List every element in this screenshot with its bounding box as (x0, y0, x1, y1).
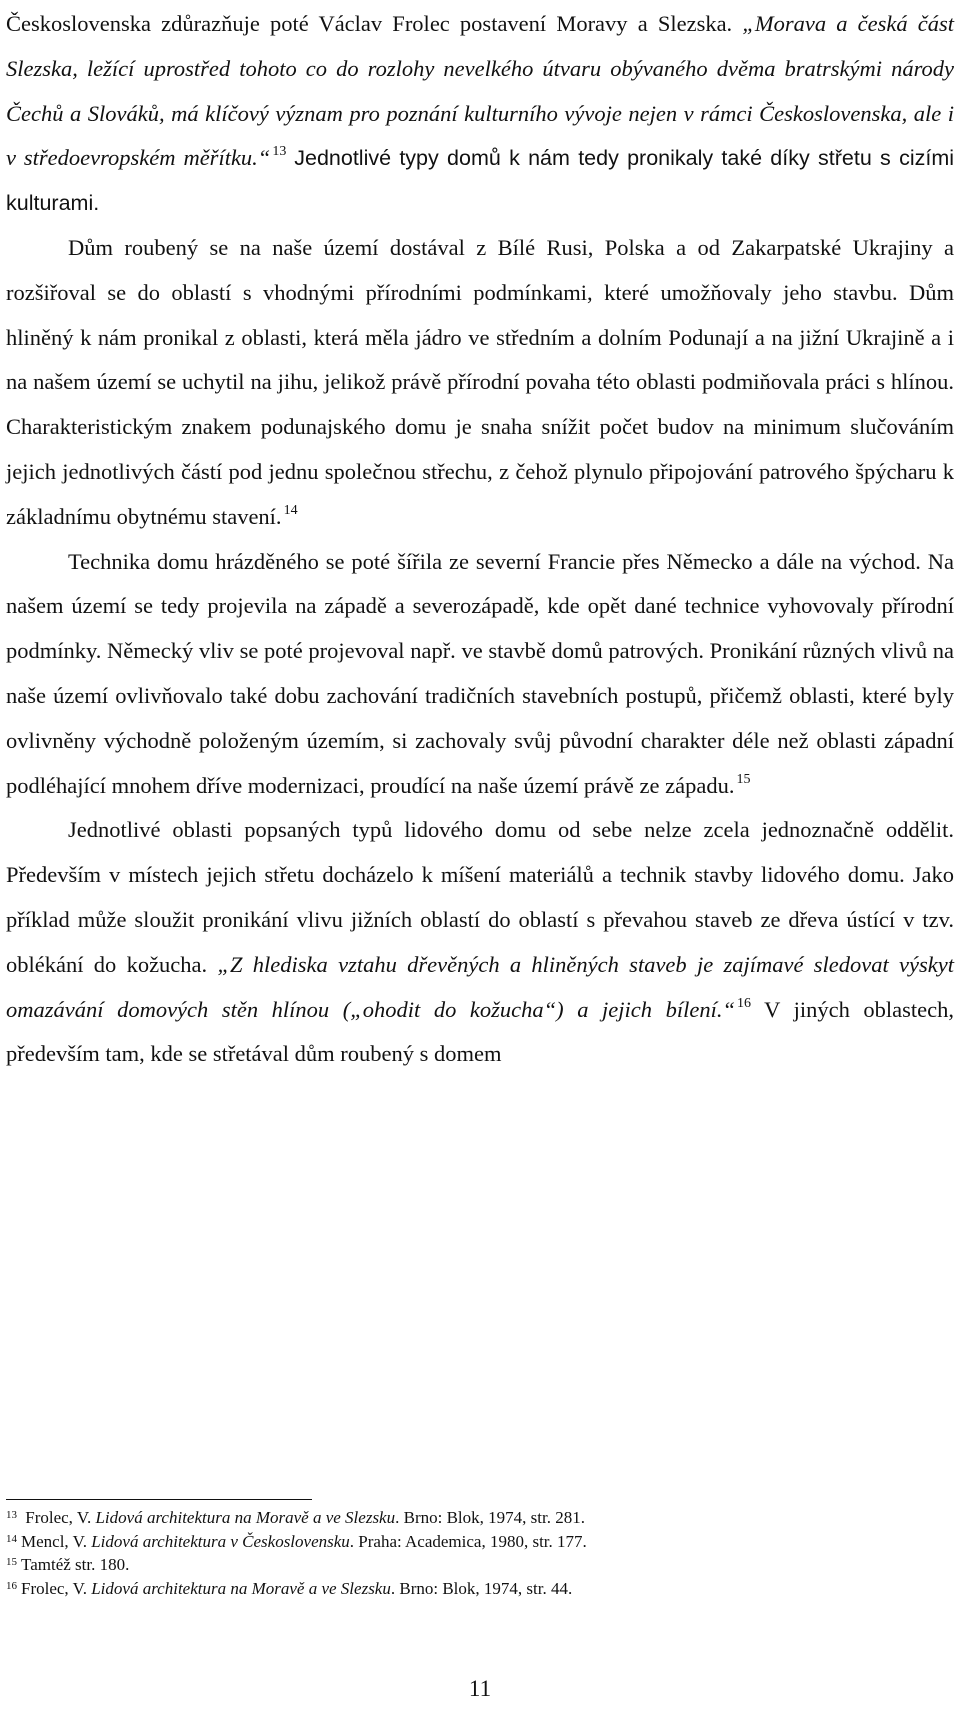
footnote-author: Frolec, V. (21, 1578, 87, 1598)
paragraph-3 (6, 540, 954, 809)
footnote-publication: . Brno: Blok, 1974, str. 281. (395, 1508, 585, 1527)
paragraph-1-continuation: Jednotlivé typy domů k nám tedy pronikaly také díky střetu s cizími kulturami. (6, 146, 955, 216)
footnote-author: Mencl, V. (21, 1531, 87, 1551)
paragraph-1 (6, 2, 954, 226)
footnote-author: Frolec, V. (25, 1508, 92, 1527)
paragraph-2 (6, 226, 954, 540)
footnote-14 (6, 1530, 954, 1554)
footnote-ref-14: 14 (283, 502, 298, 518)
paragraph-3-text: Technika domu hrázděného se poté šířila ze severní Francie přes Německo a dále na východ. Na našem území se tedy projevila na západě a severozápadě, kde opět dané technice vyhovovaly přírodní podmínky. Německý vliv se poté projevoval např. ve stavbě domů patrových. Pronikání různých vlivů na naše území ovlivňovalo také dobu zachování tradičních stavebních postupů, přičemž oblasti, které byly ovlivněny východně položeným územím, si zachovaly svůj původní charakter déle než oblasti západní podléhající mnohem dříve modernizaci, proudící na naše území právě ze západu. (6, 548, 954, 798)
footnote-15 (6, 1553, 954, 1577)
footnote-publication: . Praha: Academica, 1980, str. 177. (349, 1531, 587, 1551)
paragraph-1-text: Československa zdůrazňuje poté Václav Frolec postavení Moravy a Slezska. (6, 11, 733, 36)
footnote-title: Lidová architektura v Československu (91, 1531, 350, 1551)
footnote-number: 15 (6, 1556, 17, 1568)
paragraph-4-continuation: V jiných oblastech, především tam, kde se střetával dům roubený s domem (6, 996, 955, 1067)
footnote-number: 13 (6, 1509, 17, 1521)
page-number: 11 (468, 1676, 492, 1701)
frolec-quote: „Morava a česká část Slezska, ležící uprostřed tohoto co do rozlohy nevelkého útvaru obývaného dvěma bratrskými národy Čechů a Slováků, má klíčový význam pro poznání kulturního vývoje nejen v rámci Československa, ale i v středoevropském měřítku.“ (6, 11, 954, 171)
footnote-ref-15: 15 (736, 771, 751, 787)
paragraph-2-hlineny: Dům hliněný k nám pronikal z oblasti, která měla jádro ve středním a dolním Podunají a na jižní Ukrajině a i na našem území se uchytil na jihu, jelikož právě přírodní povaha této oblasti podmiňovala práci s hlínou. Charakteristickým znakem podunajského domu je snaha snížit počet budov na minimum slučováním jejich jednotlivých částí pod jednu společnou střechu, z čehož plynulo připojování patrového špýcharu k základnímu obytnému stavení. (6, 279, 954, 529)
paragraph-4 (6, 808, 954, 1077)
footnote-13 (6, 1506, 954, 1530)
body-text (6, 2, 954, 1077)
footnote-16 (6, 1577, 954, 1601)
paragraph-2-roubeny: Dům roubený se na naše území dostával z Bílé Rusi, Polska a od Zakarpatské Ukrajiny a rozšiřoval se do oblastí s vhodnými přírodními podmínkami, které umožňovaly jeho stavbu. (6, 234, 954, 305)
footnote-ref-16: 16 (737, 995, 751, 1011)
footnote-ref-13: 13 (272, 144, 287, 160)
footnote-number: 16 (6, 1579, 17, 1592)
footnote-author: Tamtéž str. 180. (21, 1555, 130, 1574)
footnotes (6, 1506, 954, 1600)
footnote-title: Lidová architektura na Moravě a ve Slezsku (95, 1508, 396, 1527)
footnote-separator (6, 1499, 312, 1500)
paragraph-4-text: Jednotlivé oblasti popsaných typů lidového domu od sebe nelze zcela jednoznačně oddělit. Především v místech jejich střetu docházelo k míšení materiálů a technik stavby lidového domu. Jako příklad může sloužit pronikání vlivu jižních oblastí do oblastí s převahou staveb ze dřeva ústící v tzv. oblékání do kožucha. (6, 817, 954, 977)
footnote-number: 14 (6, 1532, 17, 1545)
footnote-publication: . Brno: Blok, 1974, str. 44. (390, 1578, 573, 1598)
footnote-title: Lidová architektura na Moravě a ve Slezsku (91, 1578, 391, 1598)
kozuch-quote: „Z hlediska vztahu dřevěných a hliněných staveb je zajímavé sledovat výskyt omazávání domových stěn hlínou („ohodit do kožucha“) a jejich bílení.“ (6, 951, 955, 1022)
